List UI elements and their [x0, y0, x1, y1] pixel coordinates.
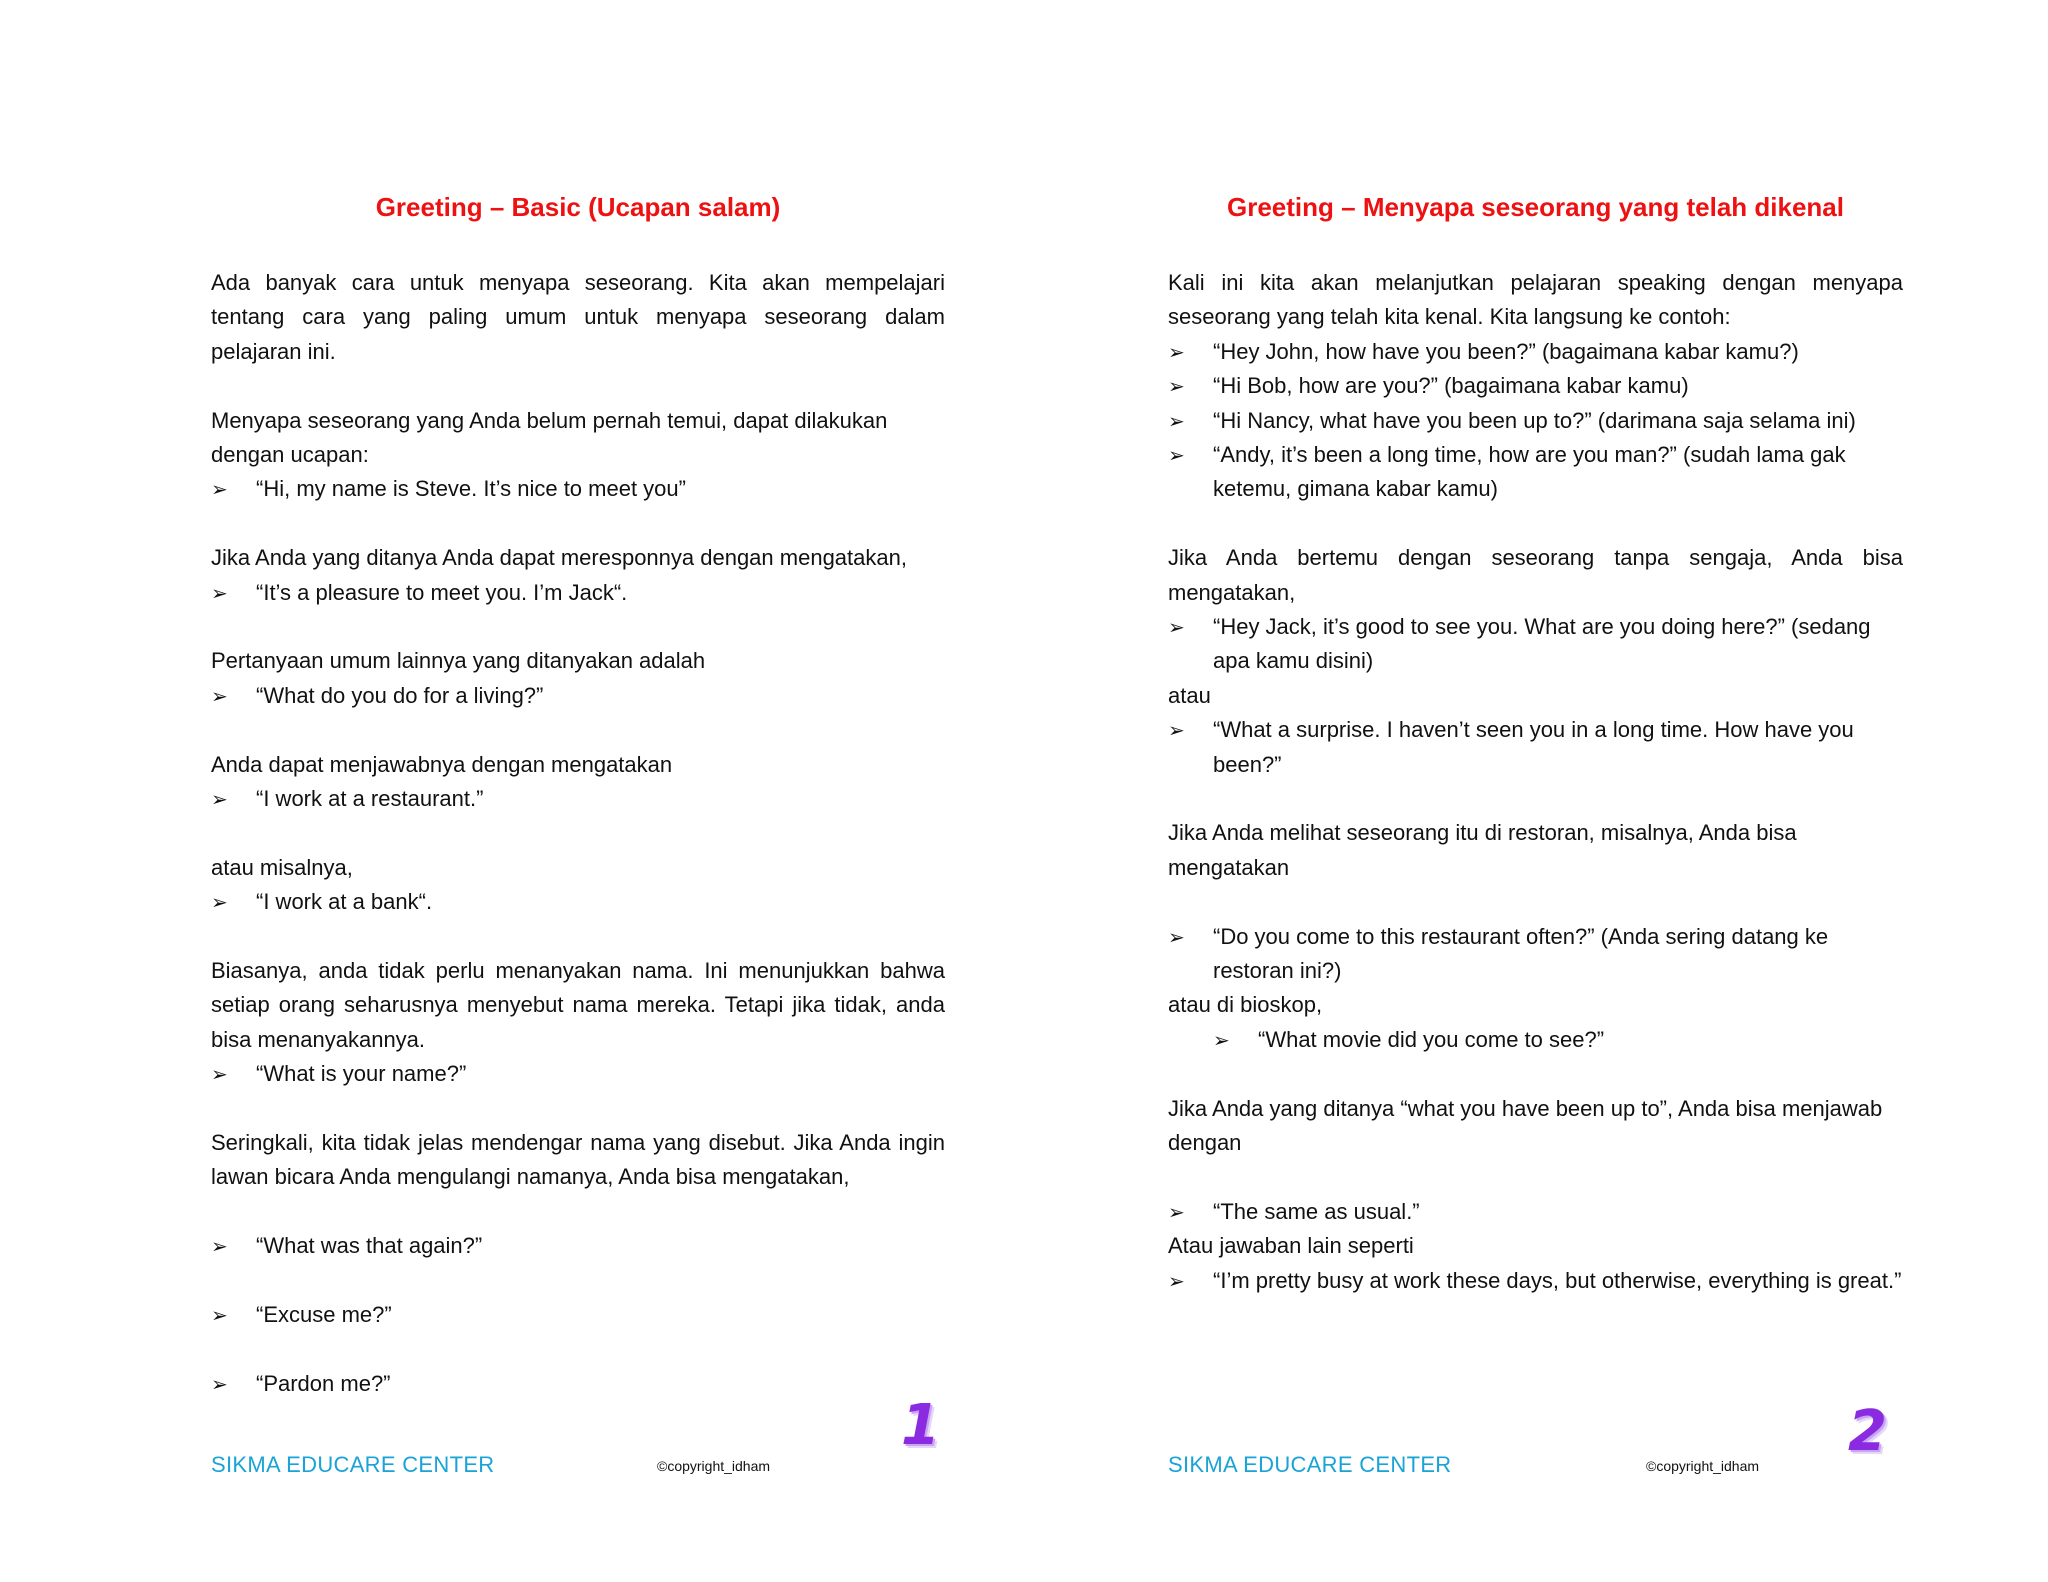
paragraph: Jika Anda yang ditanya “what you have been up to”, Anda bisa menjawab dengan: [1168, 1095, 1883, 1156]
bullet-text: “Hi, my name is Steve. It’s nice to meet you”: [256, 476, 686, 502]
paragraph: Menyapa seseorang yang Anda belum pernah temui, dapat dilakukan dengan ucapan:: [211, 407, 888, 468]
bullet-item: [211, 1229, 945, 1263]
page-title: Greeting – Basic (Ucapan salam): [375, 192, 781, 222]
arrow-bullet-icon: ➢: [1168, 374, 1185, 399]
bullet-item: [1168, 369, 1903, 403]
footer-copyright: ©copyright_idham: [657, 1458, 771, 1474]
arrow-bullet-icon: ➢: [1168, 408, 1185, 433]
arrow-bullet-icon: ➢: [211, 683, 228, 708]
bullet-text: “Andy, it’s been a long time, how are you man?” (sudah lama gak ketemu, gimana kabar kamu): [1213, 442, 1846, 502]
bullet-item: [1213, 1023, 1903, 1057]
arrow-bullet-icon: ➢: [1168, 339, 1185, 364]
bullet-item: [211, 885, 945, 919]
bullet-text: “Hey Jack, it’s good to see you. What are you doing here?” (sedang apa kamu disini): [1213, 614, 1871, 674]
paragraph: Anda dapat menjawabnya dengan mengatakan: [211, 751, 673, 777]
paragraph: Seringkali, kita tidak jelas mendengar nama yang disebut. Jika Anda ingin lawan bicara Anda mengulangi namanya, Anda bisa mengatakan,: [211, 1130, 945, 1190]
bullet-item: [1168, 920, 1903, 989]
bullet-text: “What a surprise. I haven’t seen you in a long time. How have you been?”: [1213, 717, 1854, 777]
arrow-bullet-icon: ➢: [211, 890, 228, 915]
bullet-text: “Excuse me?”: [256, 1302, 392, 1328]
arrow-bullet-icon: ➢: [211, 580, 228, 605]
bullet-text: “Hi Nancy, what have you been up to?” (darimana saja selama ini): [1213, 407, 1856, 433]
bullet-item: [211, 1057, 945, 1091]
bullet-text: “It’s a pleasure to meet you. I’m Jack“.: [256, 579, 628, 605]
bullet-item: [1168, 335, 1903, 369]
bullet-item: [211, 1367, 945, 1401]
bullet-item: [1168, 713, 1903, 782]
bullet-item: [211, 782, 945, 816]
page-body: [1168, 266, 1903, 1298]
arrow-bullet-icon: ➢: [1168, 924, 1185, 949]
bullet-text: “I work at a bank“.: [256, 889, 433, 915]
bullet-item: [211, 576, 945, 610]
arrow-bullet-icon: ➢: [1213, 1027, 1230, 1052]
arrow-bullet-icon: ➢: [1168, 718, 1185, 743]
paragraph: Jika Anda bertemu dengan seseorang tanpa sengaja, Anda bisa mengatakan,: [1168, 545, 1903, 605]
bullet-text: “The same as usual.”: [1213, 1198, 1420, 1224]
page-1: [211, 0, 945, 1582]
paragraph: Atau jawaban lain seperti: [1168, 1233, 1414, 1259]
arrow-bullet-icon: ➢: [211, 1062, 228, 1087]
paragraph: Pertanyaan umum lainnya yang ditanyakan adalah: [211, 648, 706, 674]
page-title: Greeting – Menyapa seseorang yang telah dikenal: [1227, 192, 1844, 222]
bullet-text: “What movie did you come to see?”: [1258, 1026, 1605, 1052]
bullet-item: [1168, 404, 1903, 438]
paragraph: Biasanya, anda tidak perlu menanyakan nama. Ini menunjukkan bahwa setiap orang seharusnya menyebut nama mereka. Tetapi jika tidak, anda bisa menanyakannya.: [211, 958, 945, 1052]
bullet-text: “What is your name?”: [256, 1061, 467, 1087]
footer-brand: SIKMA EDUCARE CENTER: [211, 1452, 495, 1477]
arrow-bullet-icon: ➢: [1168, 1268, 1185, 1293]
arrow-bullet-icon: ➢: [211, 477, 228, 502]
bullet-text: “Hi Bob, how are you?” (bagaimana kabar kamu): [1213, 373, 1689, 399]
bullet-item: [1168, 1264, 1903, 1298]
bullet-text: “Hey John, how have you been?” (bagaimana kabar kamu?): [1213, 338, 1799, 364]
footer-brand: SIKMA EDUCARE CENTER: [1168, 1452, 1452, 1477]
paragraph: atau di bioskop,: [1168, 992, 1323, 1018]
paragraph: atau misalnya,: [211, 854, 353, 880]
arrow-bullet-icon: ➢: [1168, 615, 1185, 640]
bullet-item: [1168, 438, 1903, 507]
footer-copyright: ©copyright_idham: [1646, 1458, 1760, 1474]
bullet-item: [1168, 1195, 1903, 1229]
bullet-item: [211, 1298, 945, 1332]
arrow-bullet-icon: ➢: [211, 1234, 228, 1259]
bullet-text: “Pardon me?”: [256, 1370, 391, 1396]
paragraph: atau: [1168, 682, 1211, 708]
bullet-text: “I work at a restaurant.”: [256, 786, 484, 812]
arrow-bullet-icon: ➢: [1168, 443, 1185, 468]
bullet-text: “I’m pretty busy at work these days, but otherwise, everything is great.”: [1213, 1267, 1902, 1293]
arrow-bullet-icon: ➢: [211, 1303, 228, 1328]
paragraph: Kali ini kita akan melanjutkan pelajaran speaking dengan menyapa seseorang yang telah kita kenal. Kita langsung ke contoh:: [1168, 270, 1903, 330]
arrow-bullet-icon: ➢: [211, 787, 228, 812]
arrow-bullet-icon: ➢: [1168, 1199, 1185, 1224]
paragraph: Ada banyak cara untuk menyapa seseorang. Kita akan mempelajari tentang cara yang paling umum untuk menyapa seseorang dalam pelajaran ini.: [211, 270, 945, 364]
bullet-item: [211, 472, 945, 506]
page-number: 2: [1848, 1399, 1887, 1464]
page-2: [1168, 0, 1903, 1582]
paragraph: Jika Anda melihat seseorang itu di restoran, misalnya, Anda bisa mengatakan: [1168, 820, 1797, 880]
bullet-text: “What do you do for a living?”: [256, 682, 544, 708]
page-body: [211, 266, 945, 1401]
bullet-text: “Do you come to this restaurant often?” (Anda sering datang ke restoran ini?): [1213, 923, 1829, 984]
paragraph: Jika Anda yang ditanya Anda dapat meresponnya dengan mengatakan,: [211, 545, 907, 571]
bullet-item: [211, 679, 945, 713]
bullet-item: [1168, 610, 1903, 679]
arrow-bullet-icon: ➢: [211, 1371, 228, 1396]
bullet-text: “What was that again?”: [256, 1233, 483, 1259]
page-number: 1: [901, 1393, 940, 1458]
